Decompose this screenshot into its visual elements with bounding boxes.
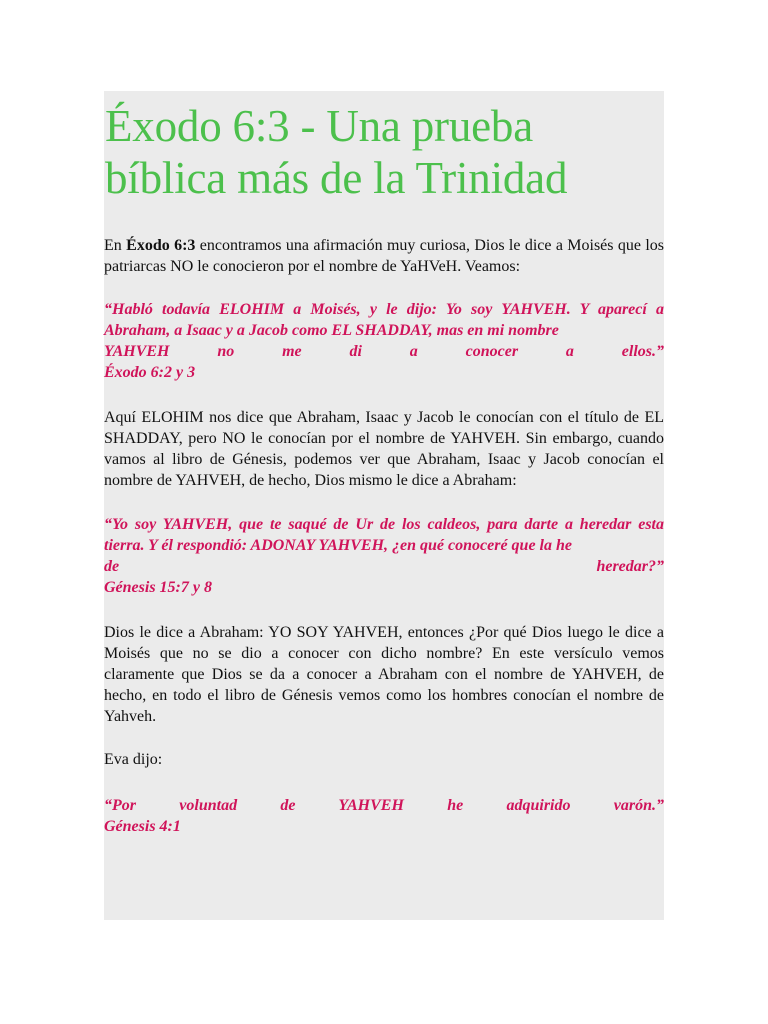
quote-genesis-15-line2: de heredar?” xyxy=(104,558,664,575)
intro-rest: encontramos una afirmación muy curiosa, Dios le dice a Moisés que los patriarcas NO le conocieron por el nombre de YaHVeH. Veamos: xyxy=(104,237,664,275)
intro-paragraph xyxy=(104,235,664,277)
document-page xyxy=(104,91,664,920)
paragraph-eva: Eva dijo: xyxy=(104,751,163,768)
quote-genesis-4 xyxy=(104,795,664,837)
quote-genesis-15-reference: Génesis 15:7 y 8 xyxy=(104,579,212,596)
quote-genesis-4-line1: “Por voluntad de YAHVEH he adquirido varón.” xyxy=(104,797,664,814)
quote-genesis-15 xyxy=(104,514,664,598)
document-title: Éxodo 6:3 - Una prueba bíblica más de la Trinidad xyxy=(105,101,568,203)
quote-exodus-line2: YAHVEH no me di a conocer a ellos.” xyxy=(104,343,664,360)
paragraph-elohim: Aquí ELOHIM nos dice que Abraham, Isaac y Jacob le conocían con el título de EL SHADDAY, pero NO le conocían por el nombre de YAHVEH. Sin embargo, cuando vamos al libro de Génesis, podemos ver que Abraham, Isaac y Jacob conocían el nombre de YAHVEH, de hecho, Dios mismo le dice a Abraham: xyxy=(104,409,664,489)
intro-prefix: En xyxy=(104,237,127,254)
quote-exodus-reference: Éxodo 6:2 y 3 xyxy=(104,364,196,381)
quote-exodus xyxy=(104,299,664,383)
paragraph-abraham: Dios le dice a Abraham: YO SOY YAHVEH, entonces ¿Por qué Dios luego le dice a Moisés que no se dio a conocer con dicho nombre? En este versículo vemos claramente que Dios se da a conocer a Abraham con el nombre de YAHVEH, de hecho, en todo el libro de Génesis vemos como los hombres conocían el nombre de Yahveh. xyxy=(104,624,664,725)
quote-genesis-15-line1: “Yo soy YAHVEH, que te saqué de Ur de los caldeos, para darte a heredar esta tierra. Y él respondió: ADONAY YAHVEH, ¿en qué conoceré que la he xyxy=(104,516,664,554)
quote-exodus-line1: “Habló todavía ELOHIM a Moisés, y le dijo: Yo soy YAHVEH. Y aparecí a Abraham, a Isaac y a Jacob como EL SHADDAY, mas en mi nombre xyxy=(104,301,664,339)
quote-genesis-4-reference: Génesis 4:1 xyxy=(104,818,181,835)
intro-bold-reference: Éxodo 6:3 xyxy=(126,237,196,254)
